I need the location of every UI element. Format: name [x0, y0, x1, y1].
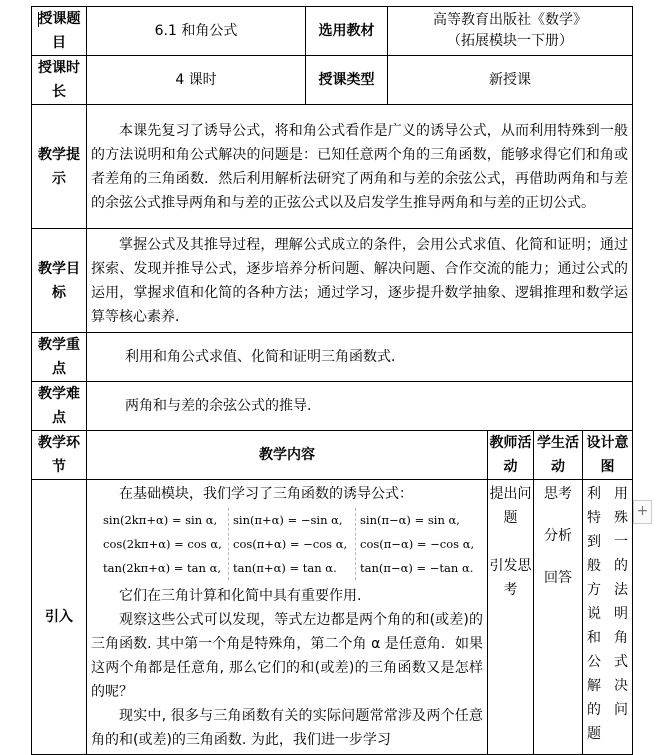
- formula: cos(π−α) = −cos α,: [360, 537, 475, 551]
- topic-value: 6.1 和角公式: [87, 7, 306, 56]
- formula-column: [229, 508, 356, 580]
- type-label: 授课类型: [306, 56, 388, 105]
- teacher-activity-1: 提出问题: [489, 486, 532, 526]
- formula: cos(2kπ+α) = cos α,: [103, 537, 222, 551]
- intro-p1: 在基础模块，我们学习了三角函数的诱导公式：: [119, 486, 413, 502]
- student-activity-2: 分析: [544, 528, 572, 544]
- intro-p2: 它们在三角计算和化简中具有重要作用.: [119, 588, 362, 604]
- formula: sin(π+α) = −sin α,: [233, 513, 343, 527]
- formula: sin(2kπ+α) = sin α,: [103, 513, 218, 527]
- difficulty-label: 教学难点: [32, 382, 87, 431]
- col-design: 设计意图: [583, 431, 633, 480]
- formula-column: [356, 508, 484, 580]
- lesson-plan-table: [31, 6, 633, 755]
- goals-text: 掌握公式及其推导过程，理解公式成立的条件，会用公式求值、化简和证明；通过探索、发现并推导公式，逐步培养分析问题、解决问题、合作交流的能力；通过公式的运用，掌握求值和化简的各种方法；通过学习，逐步提升数学抽象、逻辑推理和数学运算等核心素养．: [87, 229, 633, 333]
- hours-value: 4 课时: [87, 56, 306, 105]
- student-activity-3: 回答: [544, 570, 572, 586]
- col-content: 教学内容: [87, 431, 488, 480]
- topic-label: 授课题目: [32, 7, 87, 56]
- hint-label: 教学提示: [32, 105, 87, 229]
- student-activity-1: 思考: [544, 486, 572, 502]
- formula: tan(2kπ+α) = tan α,: [103, 561, 222, 575]
- textbook-line1: 高等教育出版社《数学》: [433, 12, 587, 28]
- col-stage: 教学环节: [32, 431, 87, 480]
- textbook-label: 选用教材: [306, 7, 388, 56]
- student-activity: [534, 480, 583, 755]
- type-value: 新授课: [388, 56, 633, 105]
- hint-text: 本课先复习了诱导公式，将和角公式看作是广义的诱导公式，从而利用特殊到一般的方法说明和角公式解决的问题是：已知任意两个角的三角函数，能够求得它们和角或者差角的三角函数．然后利用解析法研究了两角和与差的余弦公式，再借助两角和与差的余弦公式推导两角和与差的正弦公式以及启发学生推导两角和与差的正切公式。: [87, 105, 633, 229]
- textbook-line2: （拓展模块一下册）: [447, 33, 573, 49]
- teacher-activity-2: 引发思考: [489, 558, 532, 598]
- formula-grid: [99, 508, 483, 580]
- intro-p4: 现实中, 很多与三角函数有关的实际问题常常涉及两个任意角的和(或差)的三角函数. 为此，我们进一步学习: [91, 708, 483, 748]
- goals-label: 教学目标: [32, 229, 87, 333]
- formula-column: [99, 508, 229, 580]
- textbook-value: [388, 7, 633, 56]
- formula: tan(π+α) = tan α.: [233, 561, 337, 575]
- hours-label: 授课时长: [32, 56, 87, 105]
- teacher-activity: [488, 480, 534, 755]
- col-teacher: 教师活动: [488, 431, 534, 480]
- key-point-label: 教学重点: [32, 333, 87, 382]
- design-intent: 利用特殊到一般的方法说明和角公式解决的问题: [583, 480, 633, 755]
- intro-content: [87, 480, 488, 755]
- col-student: 学生活动: [534, 431, 583, 480]
- formula: cos(π+α) = −cos α,: [233, 537, 348, 551]
- difficulty-text: 两角和与差的余弦公式的推导.: [87, 382, 633, 431]
- formula: sin(π−α) = sin α,: [360, 513, 460, 527]
- intro-p3: 观察这些公式可以发现，等式左边都是两个角的和(或差)的三角函数. 其中第一个角是特殊角，第二个角 α 是任意角．如果这两个角都是任意角, 那么它们的和(或差)的三角函数又是怎样的呢？: [91, 612, 483, 700]
- key-point-text: 利用和角公式求值、化简和证明三角函数式．: [87, 333, 633, 382]
- formula: tan(π−α) = −tan α.: [360, 561, 474, 575]
- intro-stage: 引入: [32, 480, 87, 755]
- add-row-handle-icon[interactable]: +: [633, 500, 652, 524]
